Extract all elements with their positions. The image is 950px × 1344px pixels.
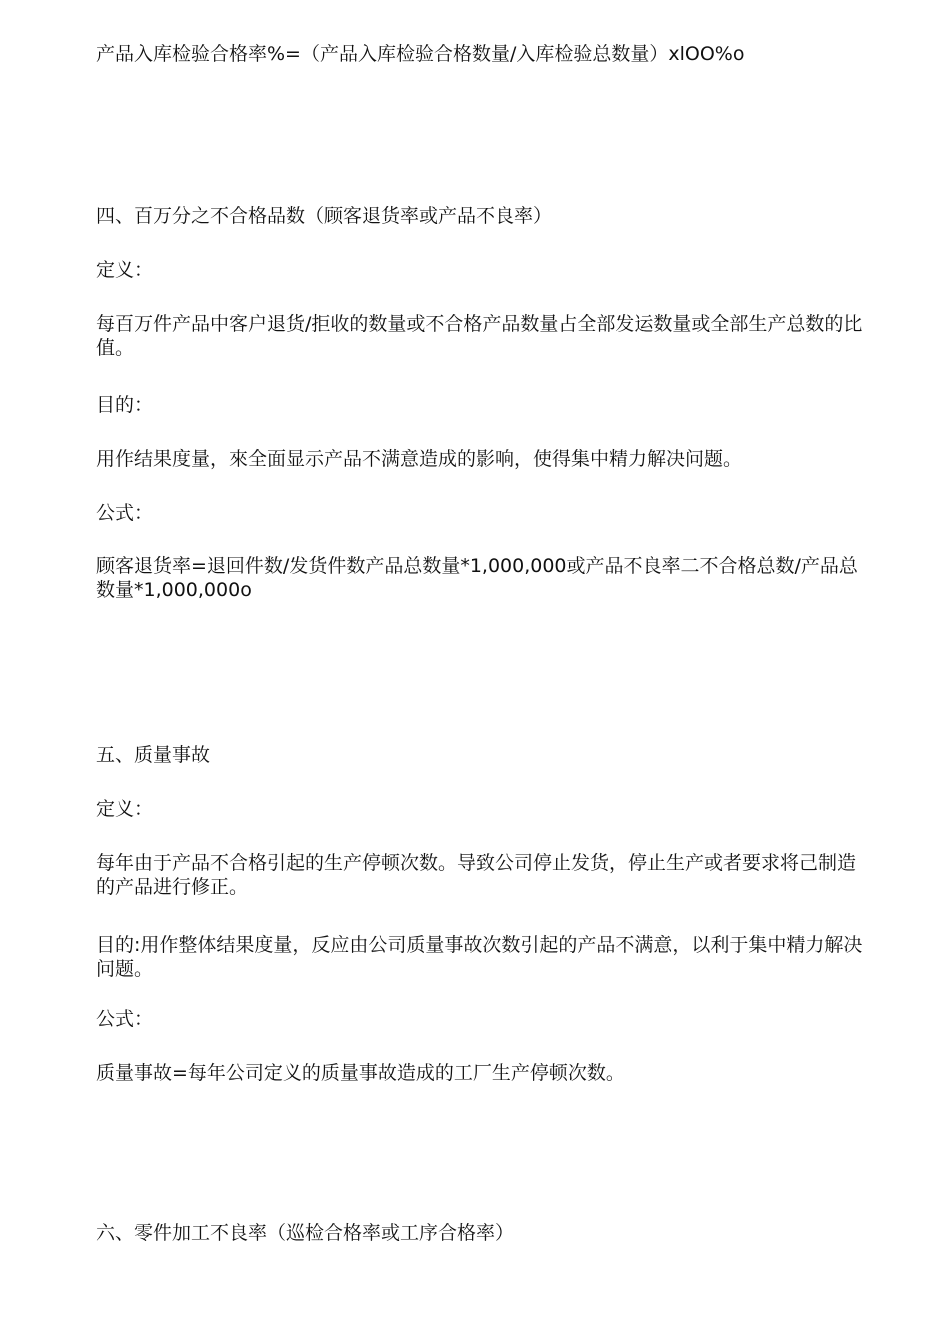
section-5-definition-label: 定义： <box>96 798 154 820</box>
section-6-heading: 六、零件加工不良率（巡检合格率或工序合格率） <box>96 1222 515 1244</box>
section-4-heading: 四、百万分之不合格品数（顾客退货率或产品不良率） <box>96 205 553 227</box>
section-5-formula-text: 质量事故=每年公司定义的质量事故造成的工厂生产停顿次数。 <box>96 1062 625 1084</box>
section-4-formula-label: 公式： <box>96 502 154 524</box>
section-4-definition-text: 每百万件产品中客户退货/拒收的数量或不合格产品数量占全部发运数量或全部生产总数的比值。 <box>96 313 863 359</box>
section-5-formula-label: 公式： <box>96 1008 154 1030</box>
section-5-heading: 五、质量事故 <box>96 744 211 766</box>
section-4-formula-text: 顾客退货率=退回件数/发货件数产品总数量*1,000,000或产品不良率二不合格总数/产品总数量*1,000,000o <box>96 555 858 601</box>
section-4-purpose-label: 目的： <box>96 394 154 416</box>
intro-formula: 产品入库检验合格率%=（产品入库检验合格数量/入库检验总数量）xlOO%o <box>96 43 745 65</box>
section-5-purpose-text: 目的:用作整体结果度量，反应由公司质量事故次数引起的产品不满意，以利于集中精力解决问题。 <box>96 934 863 980</box>
section-4-definition-label: 定义： <box>96 259 154 281</box>
section-4-purpose-text: 用作结果度量，來全面显示产品不满意造成的影响，使得集中精力解决问题。 <box>96 448 743 470</box>
section-5-definition-text: 每年由于产品不合格引起的生产停顿次数。导致公司停止发货，停止生产或者要求将己制造的产品进行修正。 <box>96 852 857 898</box>
